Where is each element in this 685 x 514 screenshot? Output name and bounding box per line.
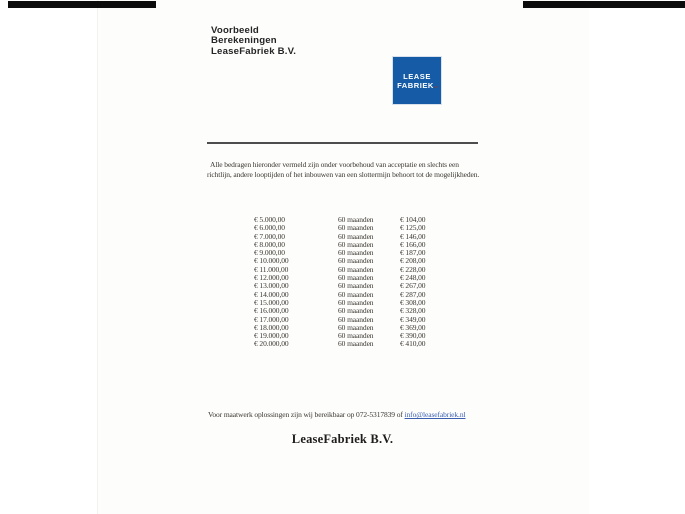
cell-amount: € 16.000,00	[254, 306, 289, 316]
cell-monthly: € 308,00	[400, 297, 426, 307]
scan-artifact-bar-left	[8, 1, 156, 8]
header-line-2: Berekeningen	[211, 35, 277, 47]
cell-term: 60 maanden	[338, 314, 374, 324]
leasefabriek-logo	[392, 56, 442, 105]
cell-term: 60 maanden	[338, 297, 374, 307]
scan-artifact-bar-right	[523, 1, 685, 8]
cell-term: 60 maanden	[338, 306, 374, 316]
cell-monthly: € 390,00	[400, 331, 426, 341]
cell-monthly: € 410,00	[400, 339, 426, 349]
logo-text-fabriek: FABRIEK	[397, 81, 437, 90]
cell-amount: € 17.000,00	[254, 314, 289, 324]
cell-monthly: € 187,00	[400, 248, 426, 258]
cell-amount: € 6.000,00	[254, 223, 285, 233]
cell-amount: € 20.000,00	[254, 339, 289, 349]
cell-amount: € 5.000,00	[254, 215, 285, 224]
cell-term: 60 maanden	[338, 248, 374, 258]
cell-monthly: € 228,00	[400, 264, 426, 274]
cell-monthly: € 248,00	[400, 273, 426, 283]
cell-monthly: € 208,00	[400, 256, 426, 266]
rates-table	[254, 216, 454, 349]
cell-term: 60 maanden	[338, 231, 374, 241]
cell-amount: € 19.000,00	[254, 331, 289, 341]
cell-term: 60 maanden	[338, 239, 374, 249]
cell-amount: € 7.000,00	[254, 231, 285, 241]
cell-term: 60 maanden	[338, 289, 374, 299]
cell-amount: € 9.000,00	[254, 248, 285, 258]
cell-amount: € 14.000,00	[254, 289, 289, 299]
cell-monthly: € 267,00	[400, 281, 426, 291]
cell-term: 60 maanden	[338, 331, 374, 341]
cell-term: 60 maanden	[338, 223, 374, 233]
cell-term: 60 maanden	[338, 339, 374, 349]
horizontal-divider	[207, 142, 478, 144]
cell-monthly: € 125,00	[400, 223, 426, 233]
contact-line	[208, 410, 465, 420]
intro-line-1: Alle bedragen hieronder vermeld zijn onder voorbehoud van acceptatie en slechts een	[210, 160, 459, 169]
sender-address-block	[211, 26, 296, 57]
cell-term: 60 maanden	[338, 256, 374, 266]
cell-monthly: € 146,00	[400, 231, 426, 241]
cell-monthly: € 328,00	[400, 306, 426, 316]
cell-term: 60 maanden	[338, 264, 374, 274]
cell-amount: € 10.000,00	[254, 256, 289, 266]
cell-amount: € 13.000,00	[254, 281, 289, 291]
cell-monthly: € 369,00	[400, 322, 426, 332]
intro-paragraph	[207, 160, 497, 179]
contact-text: Voor maatwerk oplossingen zijn wij bereikbaar op 072-5317839 of	[208, 410, 405, 419]
cell-amount: € 11.000,00	[254, 264, 289, 274]
cell-amount: € 12.000,00	[254, 273, 289, 283]
email-link[interactable]: info@leasefabriek.nl	[404, 410, 466, 419]
cell-amount: € 18.000,00	[254, 322, 289, 332]
logo-text-lease: LEASE	[403, 71, 431, 81]
cell-amount: € 15.000,00	[254, 297, 289, 307]
cell-monthly: € 166,00	[400, 239, 426, 249]
cell-term: 60 maanden	[338, 281, 374, 291]
header-line-1: Voorbeeld	[211, 25, 259, 36]
intro-line-2: richtlijn, andere looptijden of het inbouwen van een slottermijn behoort tot de mogelijkheden.	[207, 169, 480, 179]
cell-term: 60 maanden	[338, 322, 374, 332]
header-line-3: LeaseFabriek B.V.	[211, 45, 297, 57]
cell-amount: € 8.000,00	[254, 239, 285, 249]
cell-monthly: € 287,00	[400, 289, 426, 299]
table-row	[254, 340, 454, 348]
cell-monthly: € 104,00	[400, 215, 426, 224]
company-title: LeaseFabriek B.V.	[291, 432, 394, 446]
cell-term: 60 maanden	[338, 273, 374, 283]
cell-term: 60 maanden	[338, 215, 374, 224]
logo-dot-icon	[435, 86, 437, 88]
cell-monthly: € 349,00	[400, 314, 426, 324]
